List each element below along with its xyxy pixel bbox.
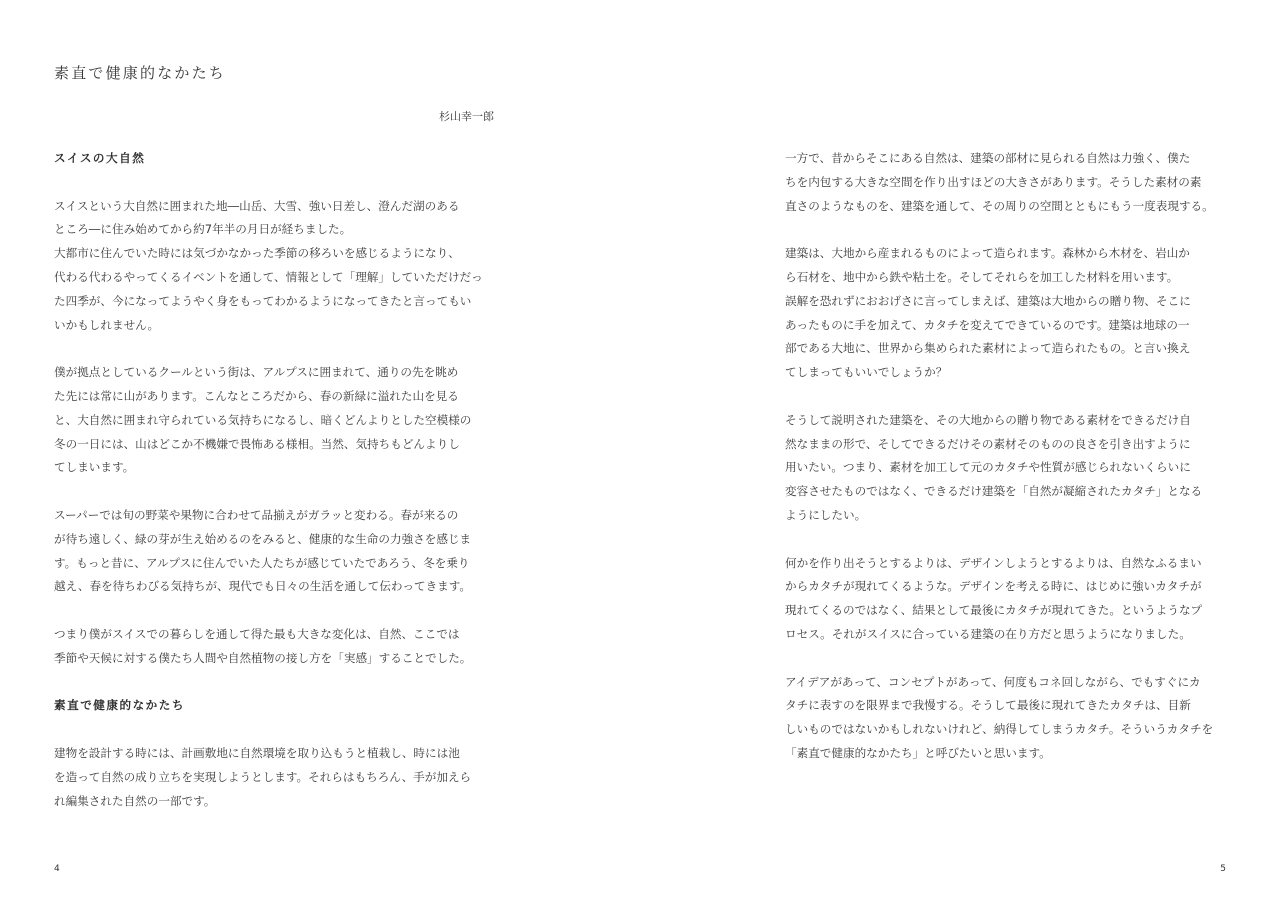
body-text-line: しいものではないかもしれないけれど、納得してしまうカタチ。そういうカタチを <box>785 722 1214 737</box>
body-text-line: を造って自然の成り立ちを実現しようとします。それらはもちろん、手が加えら <box>54 769 472 784</box>
body-text-line: が待ち遠しく、緑の芽が生え始めるのをみると、健康的な生命の力強さを感じま <box>54 531 472 546</box>
right-page <box>640 0 1280 908</box>
body-text-line: た四季が、今になってようやく身をもってわかるようになってきたと言ってもい <box>54 293 472 308</box>
paragraph-spacer <box>54 480 514 504</box>
body-text-line: ところ―に住み始めてから約7年半の月日が経ちました。 <box>54 222 352 237</box>
body-text-line: スーパーでは旬の野菜や果物に合わせて品揃えがガラッと変わる。春が来るの <box>54 507 459 522</box>
page-number-left: 4 <box>54 864 60 874</box>
body-text-line: アイデアがあって、コンセプトがあって、何度もコネ回しながら、でもすぐにカ <box>785 674 1201 689</box>
paragraph-spacer <box>785 647 1245 671</box>
body-text-line: 一方で、昔からそこにある自然は、建築の部材に見られる自然は力強く、僕た <box>785 151 1191 165</box>
body-text-line: 部である大地に、世界から集められた素材によって造られたもの。と言い換え <box>785 341 1191 356</box>
paragraph-spacer <box>785 385 1245 409</box>
body-text-line: 何かを作り出そうとするよりは、デザインしようとするよりは、自然なふるまい <box>785 555 1202 570</box>
paragraph-spacer <box>785 218 1245 242</box>
paragraph-spacer <box>54 171 514 195</box>
body-text-line: そうして説明された建築を、その大地からの贈り物である素材をできるだけ自 <box>785 412 1191 427</box>
body-text-line: 用いたい。つまり、素材を加工して元のカタチや性質が感じられないくらいに <box>785 460 1191 475</box>
body-text-line: からカタチが現れてくるような。デザインを考える時に、はじめに強いカタチが <box>785 579 1202 594</box>
body-text-line: 建築は、大地から産まれるものによって造られます。森林から木材を、岩山か <box>785 246 1190 261</box>
section-heading: スイスの大自然 <box>54 151 146 165</box>
left-body-column <box>54 147 514 813</box>
body-text-line: 建物を設計する時には、計画敷地に自然環境を取り込もうと植栽し、時には池 <box>54 745 460 760</box>
paragraph-spacer <box>54 337 514 361</box>
body-text-line: 僕が拠点としているクールという街は、アルプスに囲まれて、通りの先を眺め <box>54 365 459 380</box>
article-title: 素直で健康的なかたち <box>54 64 227 82</box>
page-number-right: 5 <box>1220 864 1226 874</box>
body-text-line: れ編集された自然の一部です。 <box>54 793 216 808</box>
body-text-line: 大都市に住んでいた時には気づかなかった季節の移ろいを感じるようになり、 <box>54 246 460 261</box>
body-text-line: 越え、春を待ちわびる気持ちが、現代でも日々の生活を通して伝わってきます。 <box>54 579 472 594</box>
body-text-line: いかもしれません。 <box>54 317 160 332</box>
body-text-line: 然なままの形で、そしてできるだけその素材そのものの良さを引き出すように <box>785 436 1191 451</box>
body-text-line: す。もっと昔に、アルプスに住んでいた人たちが感じていたであろう、冬を乗り <box>54 555 470 570</box>
paragraph-spacer <box>54 599 514 623</box>
body-text-line: ようにしたい。 <box>785 507 867 522</box>
body-text-line: 季節や天候に対する僕たち人間や自然植物の接し方を「実感」することでした。 <box>54 650 472 665</box>
body-text-line: タチに表すのを限界まで我慢する。そうして最後に現れてきたカタチは、目新 <box>785 698 1191 713</box>
paragraph-spacer <box>785 528 1245 552</box>
author-name: 杉山幸一郎 <box>439 110 494 123</box>
body-text-line: ちを内包する大きな空間を作り出すほどの大きさがあります。そうした素材の素 <box>785 174 1202 189</box>
body-text-line: 冬の一日には、山はどこか不機嫌で畏怖ある様相。当然、気持ちもどんよりし <box>54 436 460 451</box>
body-text-line: ロセス。それがスイスに合っている建築の在り方だと思うようになりました。 <box>785 626 1191 641</box>
right-body-column <box>785 147 1245 766</box>
body-text-line: と、大自然に囲まれ守られている気持ちになるし、暗くどんよりとした空模様の <box>54 412 472 427</box>
body-text-line: つまり僕がスイスでの暮らしを通して得た最も大きな変化は、自然、ここでは <box>54 626 460 641</box>
body-text-line: てしまってもいいでしょうか？ <box>785 365 948 380</box>
paragraph-spacer <box>54 671 514 695</box>
body-text-line: てしまいます。 <box>54 460 135 475</box>
body-text-line: 変容させたものではなく、できるだけ建築を「自然が凝縮されたカタチ」となる <box>785 484 1203 499</box>
body-text-line: 代わる代わるやってくるイベントを通して、情報として「理解」していただけだっ <box>54 269 483 284</box>
body-text-line: 現れてくるのではなく、結果として最後にカタチが現れてきた。というようなプ <box>785 603 1203 618</box>
body-text-line: ら石材を、地中から鉄や粘土を。そしてそれらを加工した材料を用います。 <box>785 269 1179 284</box>
body-text-line: あったものに手を加えて、カタチを変えてできているのです。建築は地球の一 <box>785 317 1190 332</box>
body-text-line: スイスという大自然に囲まれた地―山岳、大雪、強い日差し、澄んだ湖のある <box>54 198 460 213</box>
body-text-line: 誤解を恐れずにおおげさに言ってしまえば、建築は大地からの贈り物、そこに <box>785 293 1191 308</box>
body-text-line: 「素直で健康的なかたち」と呼びたいと思います。 <box>785 745 1051 760</box>
section-heading: 素直で健康的なかたち <box>54 698 185 713</box>
body-text-line: た先には常に山があります。こんなところだから、春の新緑に溢れた山を見る <box>54 388 459 403</box>
paragraph-spacer <box>54 718 514 742</box>
body-text-line: 直さのようなものを、建築を通して、その周りの空間とともにもう一度表現する。 <box>785 198 1214 213</box>
